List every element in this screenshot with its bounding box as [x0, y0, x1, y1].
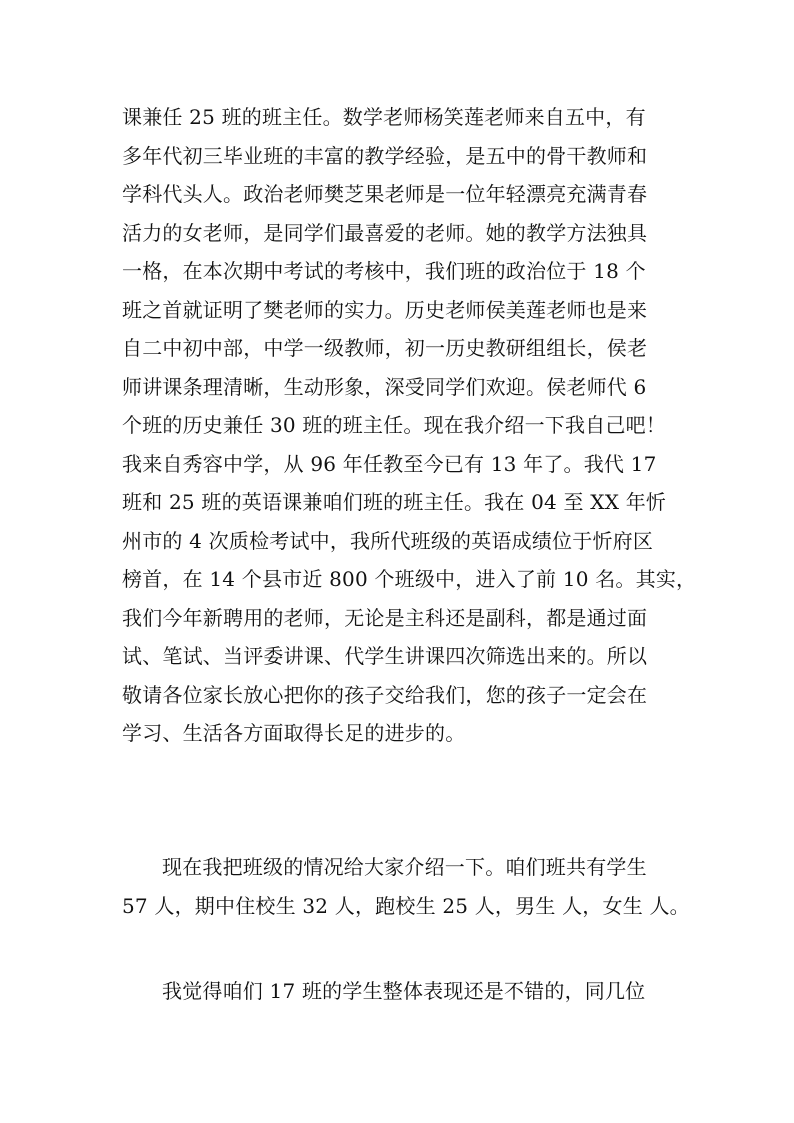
- text-line: 师讲课条理清晰，生动形象，深受同学们欢迎。侯老师代 6: [122, 374, 647, 399]
- text-line: 我觉得咱们 17 班的学生整体表现还是不错的，同几位: [162, 979, 646, 1003]
- text-line: 试、笔试、当评委讲课、代学生讲课四次筛选出来的。所以: [122, 644, 648, 668]
- text-line: 我来自秀容中学，从 96 年任教至今已有 13 年了。我代 17: [122, 451, 657, 476]
- text-line: 学习、生活各方面取得长足的进步的。: [122, 721, 466, 745]
- text-line: 我们今年新聘用的老师，无论是主科还是副科，都是通过面: [122, 605, 648, 630]
- text-line: 现在我把班级的情况给大家介绍一下。咱们班共有学生: [162, 855, 647, 879]
- paragraph-teacher-introduction: [122, 98, 697, 753]
- text-line: 自二中初中部，中学一级教师，初一历史教研组组长，侯老: [122, 336, 648, 360]
- text-line: 州市的 4 次质检考试中，我所代班级的英语成绩位于忻府区: [122, 528, 654, 553]
- text-line: 多年代初三毕业班的丰富的教学经验，是五中的骨干教师和: [122, 143, 648, 168]
- text-line: 班和 25 班的英语课兼咱们班的班主任。我在 04 至 XX 年忻: [122, 490, 667, 514]
- text-line: 班之首就证明了樊老师的实力。历史老师侯美莲老师也是来: [122, 297, 648, 322]
- text-line: 一格，在本次期中考试的考核中，我们班的政治位于 18 个: [122, 259, 646, 283]
- text-line: 榜首，在 14 个县市近 800 个班级中，进入了前 10 名。其实，: [122, 567, 697, 591]
- text-line: 课兼任 25 班的班主任。数学老师杨笑莲老师来自五中，有: [122, 105, 646, 129]
- text-line: 活力的女老师，是同学们最喜爱的老师。她的教学方法独具: [122, 220, 648, 245]
- text-line: 个班的历史兼任 30 班的班主任。现在我介绍一下我自己吧！: [122, 413, 666, 437]
- text-line: 学科代头人。政治老师樊芝果老师是一位年轻漂亮充满青春: [122, 182, 648, 206]
- paragraph-student-performance: [122, 972, 682, 1011]
- paragraph-class-overview: [122, 848, 690, 925]
- text-line: 敬请各位家长放心把你的孩子交给我们，您的孩子一定会在: [122, 682, 648, 707]
- text-line: 57 人，期中住校生 32 人，跑校生 25 人，男生 人，女生 人。: [122, 893, 690, 918]
